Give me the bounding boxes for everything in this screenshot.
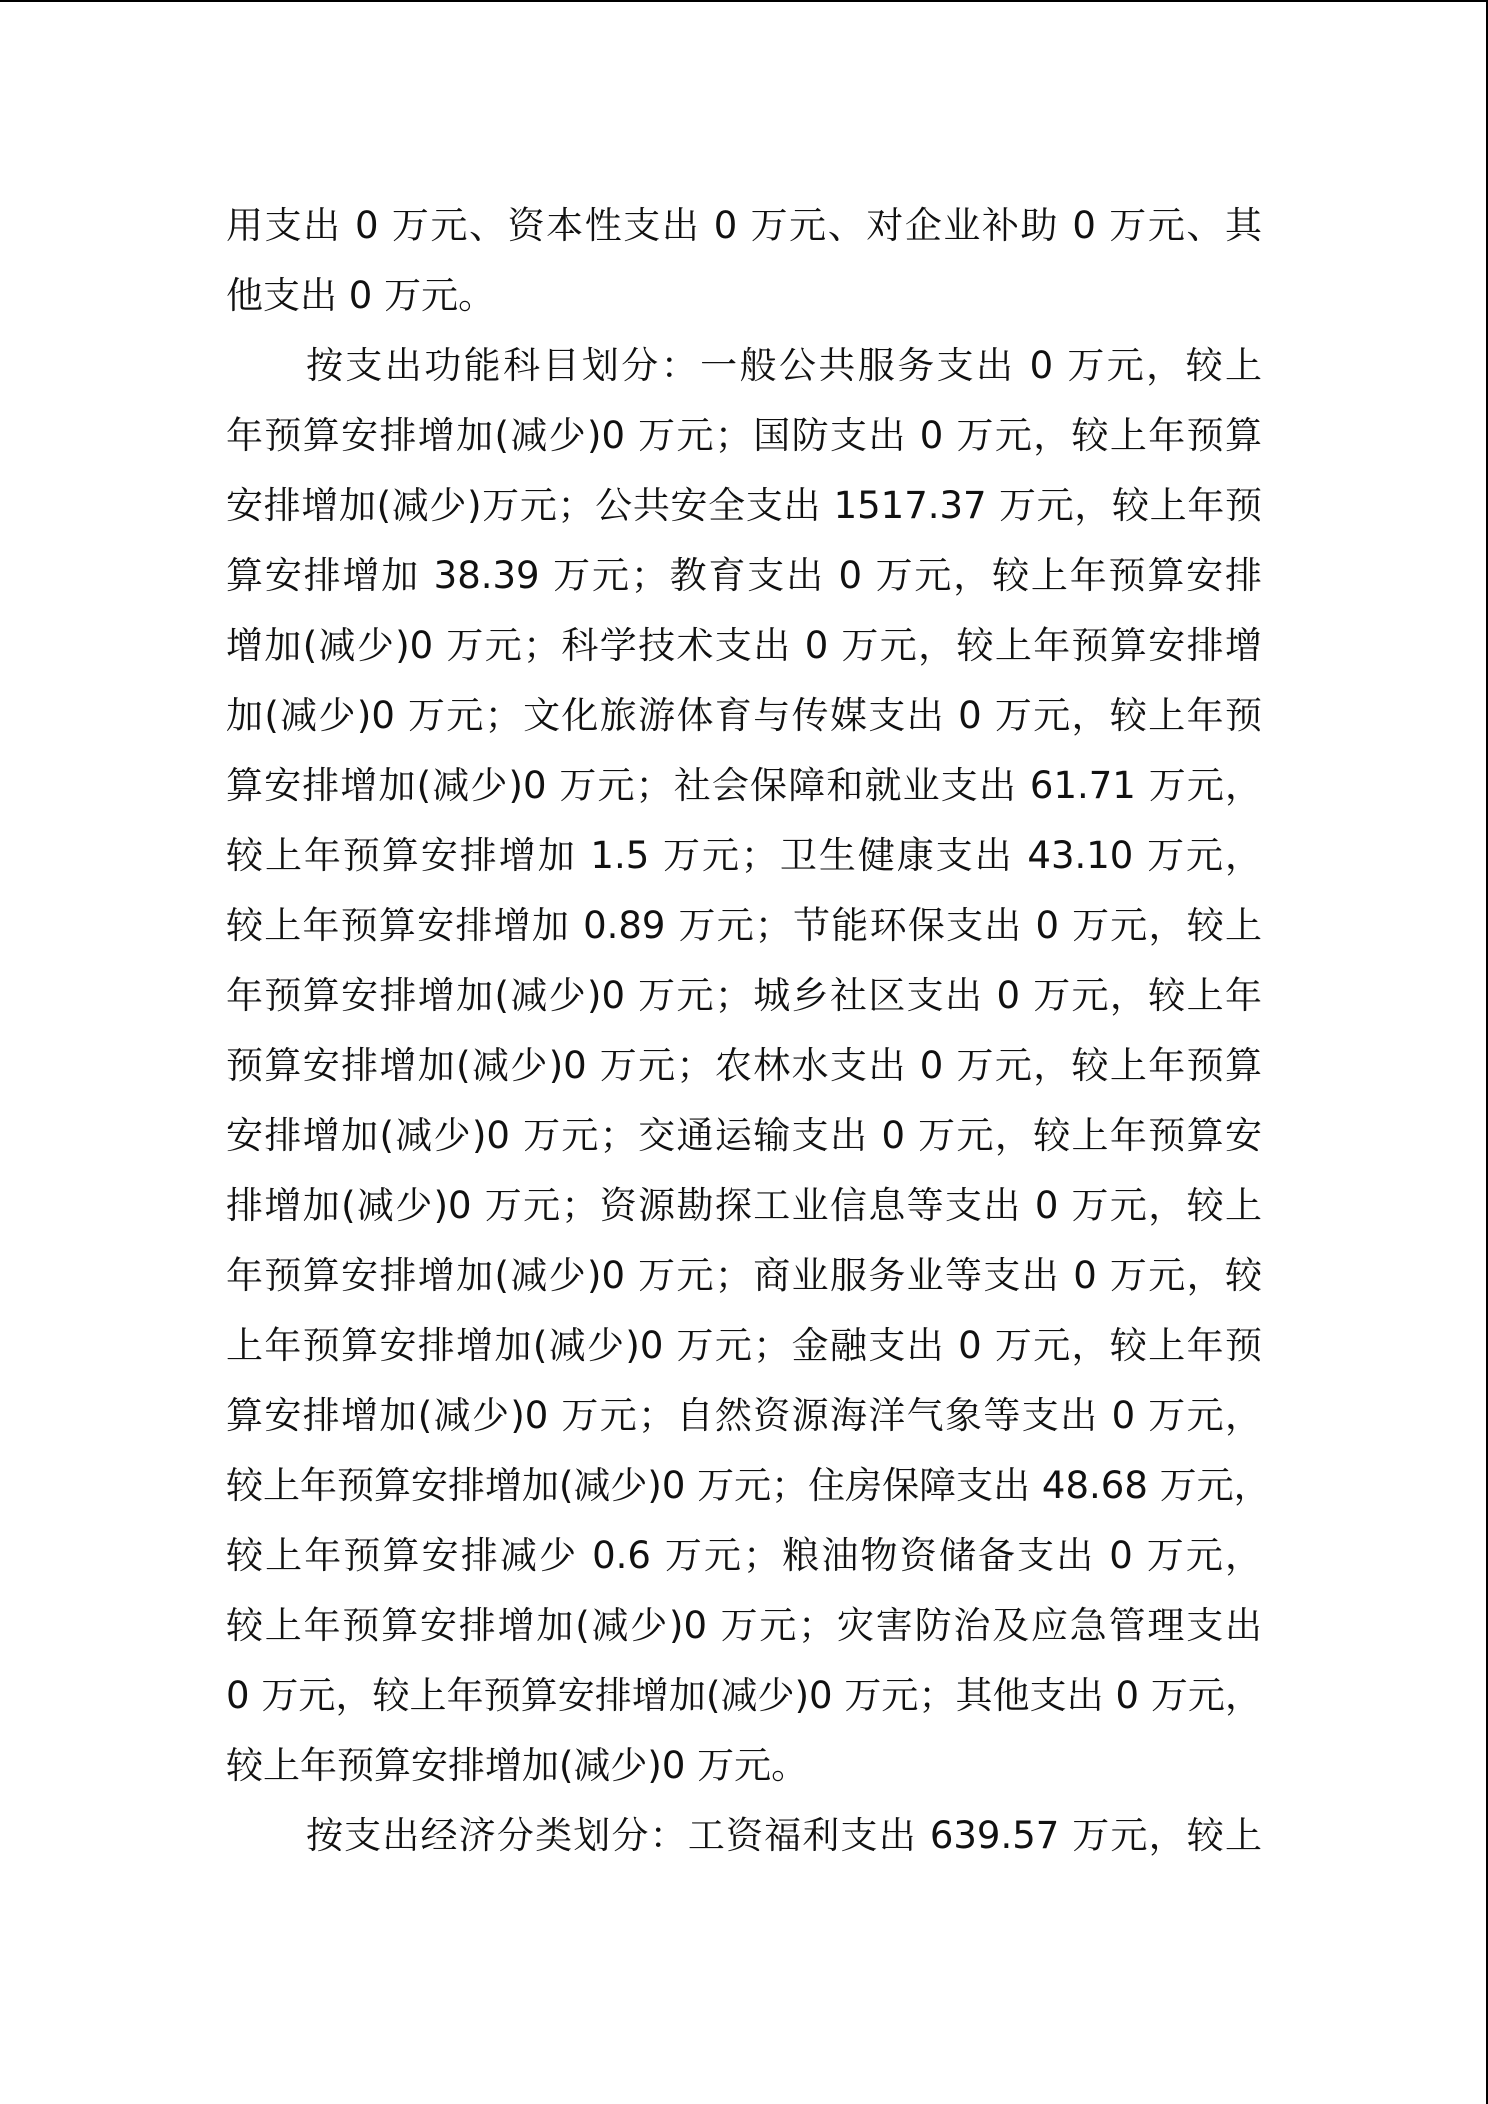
text-line: 年预算安排增加(减少)0 万元；城乡社区支出 0 万元，较上年 [226,974,1262,1017]
paragraph-first-line: 按支出功能科目划分：一般公共服务支出 0 万元，较上 [306,344,1262,387]
text-line: 较上年预算安排增加(减少)0 万元。 [226,1744,809,1787]
text-line: 年预算安排增加(减少)0 万元；商业服务业等支出 0 万元，较 [226,1254,1262,1297]
page-top-border [0,0,1488,2]
document-body [226,191,1271,1871]
text-line: 较上年预算安排增加 0.89 万元；节能环保支出 0 万元，较上 [226,904,1262,947]
text-line: 较上年预算安排增加 1.5 万元；卫生健康支出 43.10 万元， [226,834,1262,877]
text-line: 增加(减少)0 万元；科学技术支出 0 万元，较上年预算安排增 [226,624,1262,667]
text-line: 年预算安排增加(减少)0 万元；国防支出 0 万元，较上年预算 [226,414,1262,457]
text-line: 0 万元，较上年预算安排增加(减少)0 万元；其他支出 0 万元， [226,1674,1262,1717]
text-line: 较上年预算安排增加(减少)0 万元；灾害防治及应急管理支出 [226,1604,1262,1647]
text-line: 算安排增加(减少)0 万元；社会保障和就业支出 61.71 万元， [226,764,1262,807]
text-line: 算安排增加(减少)0 万元；自然资源海洋气象等支出 0 万元， [226,1394,1262,1437]
text-line: 安排增加(减少)0 万元；交通运输支出 0 万元，较上年预算安 [226,1114,1262,1157]
text-line: 排增加(减少)0 万元；资源勘探工业信息等支出 0 万元，较上 [226,1184,1262,1227]
text-line: 用支出 0 万元、资本性支出 0 万元、对企业补助 0 万元、其 [226,204,1262,247]
paragraph-first-line: 按支出经济分类划分：工资福利支出 639.57 万元，较上 [306,1814,1262,1857]
text-line: 预算安排增加(减少)0 万元；农林水支出 0 万元，较上年预算 [226,1044,1262,1087]
text-line: 较上年预算安排减少 0.6 万元；粮油物资储备支出 0 万元， [226,1534,1262,1577]
text-line: 加(减少)0 万元；文化旅游体育与传媒支出 0 万元，较上年预 [226,694,1262,737]
text-line: 上年预算安排增加(减少)0 万元；金融支出 0 万元，较上年预 [226,1324,1262,1367]
text-line: 较上年预算安排增加(减少)0 万元；住房保障支出 48.68 万元， [226,1464,1271,1507]
text-line: 他支出 0 万元。 [226,274,496,317]
text-line: 算安排增加 38.39 万元；教育支出 0 万元，较上年预算安排 [226,554,1262,597]
text-line: 安排增加(减少)万元；公共安全支出 1517.37 万元，较上年预 [226,484,1262,527]
